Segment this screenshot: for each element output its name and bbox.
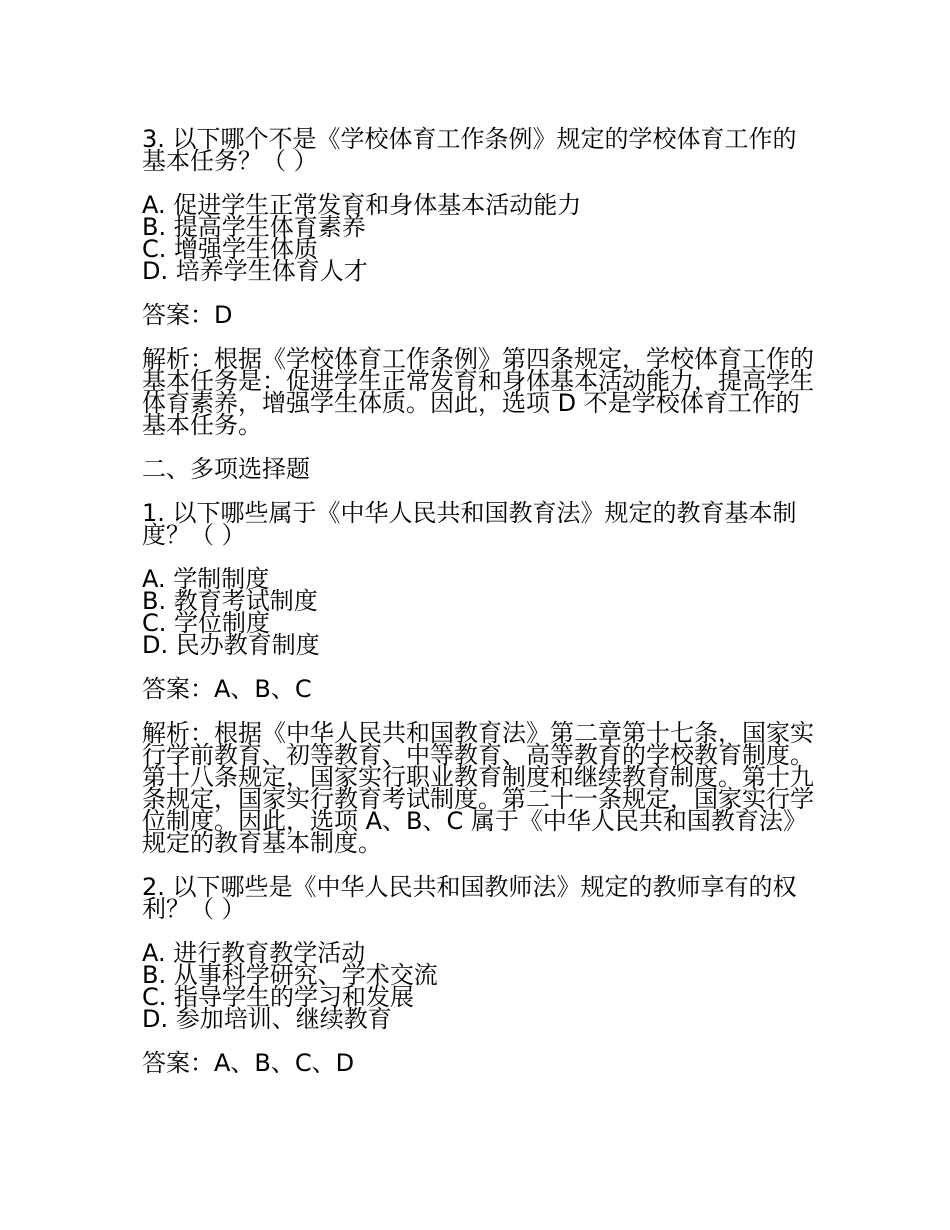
- spacer: [142, 282, 814, 304]
- option-b: B. 从事科学研究、学术交流: [142, 961, 438, 989]
- option-a: A. 学制制度: [142, 565, 270, 593]
- multi-question-1-answer: 答案：A、B、C: [142, 675, 312, 703]
- option-a: A. 进行教育教学活动: [142, 939, 366, 967]
- document-page: [142, 125, 814, 1077]
- question-3-title: 3. 以下哪个不是《学校体育工作条例》规定的学校体育工作的基本任务？（ ）: [142, 125, 797, 175]
- question-3-answer: 答案：D: [142, 301, 233, 329]
- multi-question-2-title: 2. 以下哪些是《中华人民共和国教师法》规定的教师享有的权利？（ ）: [142, 873, 797, 923]
- multi-question-2-options: [142, 939, 814, 1033]
- multi-question-1-analysis: 解析：根据《中华人民共和国教育法》第二章第十七条，国家实行学前教育、初等教育、中等教育、高等教育的学校教育制度。第十八条规定，国家实行职业教育制度和继续教育制度。第十九条规定，国家实行教育考试制度。第二十一条规定，国家实行学位制度。因此，选项 A、B、C 属于《中华人民共和国教育法》规定的教育基本制度。: [142, 719, 814, 857]
- multi-question-1-options: [142, 565, 814, 659]
- option-b: B. 提高学生体育素养: [142, 213, 366, 241]
- option-d: D. 民办教育制度: [142, 631, 320, 659]
- option-d: D. 培养学生体育人才: [142, 257, 368, 285]
- option-d: D. 参加培训、继续教育: [142, 1005, 392, 1033]
- multi-question-2-answer: 答案：A、B、C、D: [142, 1049, 355, 1077]
- option-c: C. 学位制度: [142, 609, 271, 637]
- option-a: A. 促进学生正常发育和身体基本活动能力: [142, 191, 582, 219]
- section-title: 二、多项选择题: [142, 455, 310, 483]
- question-3-options: [142, 191, 814, 285]
- option-b: B. 教育考试制度: [142, 587, 318, 615]
- question-3-analysis: 解析：根据《学校体育工作条例》第四条规定，学校体育工作的基本任务是：促进学生正常发育和身体基本活动能力，提高学生体育素养，增强学生体质。因此，选项 D 不是学校体育工作的基本任务。: [142, 345, 814, 439]
- option-c: C. 增强学生体质: [142, 235, 319, 263]
- multi-question-1-title: 1. 以下哪些属于《中华人民共和国教育法》规定的教育基本制度？（ ）: [142, 499, 797, 549]
- option-c: C. 指导学生的学习和发展: [142, 983, 415, 1011]
